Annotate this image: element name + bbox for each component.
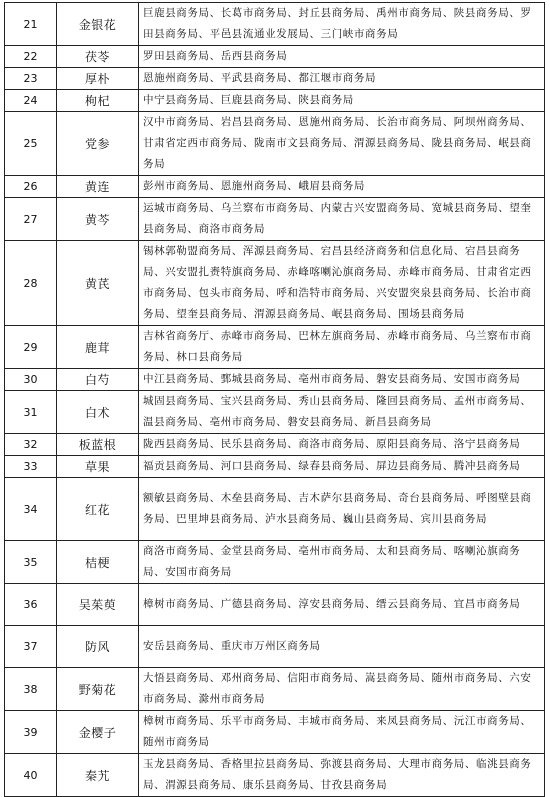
row-number: 29: [5, 326, 57, 369]
responsible-units: 巨鹿县商务局、长葛市商务局、封丘县商务局、禹州市商务局、陕县商务局、罗田县商务局、平邑县流通业发展局、三门峡市商务局: [139, 3, 545, 46]
row-number: 39: [5, 711, 57, 754]
table-row: [5, 46, 545, 68]
row-number: 37: [5, 626, 57, 668]
table-row: [5, 391, 545, 434]
table-row: [5, 3, 545, 46]
table-row: [5, 711, 545, 754]
table-row: [5, 90, 545, 112]
table-row: [5, 434, 545, 456]
responsible-units: 大悟县商务局、邓州商务局、信阳市商务局、嵩县商务局、随州市商务局、六安市商务局、滁州市商务局: [139, 668, 545, 711]
herb-name: 吴茱萸: [57, 584, 139, 626]
herb-name: 野菊花: [57, 668, 139, 711]
table-row: [5, 241, 545, 326]
table-row: [5, 326, 545, 369]
table-row: [5, 112, 545, 176]
row-number: 22: [5, 46, 57, 68]
herb-name: 金樱子: [57, 711, 139, 754]
herb-name: 黄芩: [57, 198, 139, 241]
table-row: [5, 754, 545, 797]
responsible-units: 商洛市商务局、金堂县商务局、亳州市商务局、太和县商务局、喀喇沁旗商务局、安国市商务局: [139, 541, 545, 584]
herb-name: 党参: [57, 112, 139, 176]
row-number: 38: [5, 668, 57, 711]
row-number: 27: [5, 198, 57, 241]
row-number: 23: [5, 68, 57, 90]
herb-name: 桔梗: [57, 541, 139, 584]
table-row: [5, 668, 545, 711]
row-number: 28: [5, 241, 57, 326]
row-number: 25: [5, 112, 57, 176]
herb-name: 草果: [57, 456, 139, 478]
responsible-units: 彭州市商务局、恩施州商务局、峨眉县商务局: [139, 176, 545, 198]
herb-name: 厚朴: [57, 68, 139, 90]
herb-name: 防风: [57, 626, 139, 668]
row-number: 26: [5, 176, 57, 198]
herb-name: 板蓝根: [57, 434, 139, 456]
table-row: [5, 369, 545, 391]
row-number: 33: [5, 456, 57, 478]
row-number: 34: [5, 478, 57, 541]
row-number: 30: [5, 369, 57, 391]
responsible-units: 中宁县商务局、巨鹿县商务局、陕县商务局: [139, 90, 545, 112]
table-row: [5, 198, 545, 241]
responsible-units: 陇西县商务局、民乐县商务局、商洛市商务局、原阳县商务局、洛宁县商务局: [139, 434, 545, 456]
herb-name: 白芍: [57, 369, 139, 391]
herb-name: 金银花: [57, 3, 139, 46]
herb-name: 黄连: [57, 176, 139, 198]
responsible-units: 吉林省商务厅、赤峰市商务局、巴林左旗商务局、赤峰市商务局、乌兰察布市商务局、林口县商务局: [139, 326, 545, 369]
responsible-units: 樟树市商务局、广德县商务局、淳安县商务局、缙云县商务局、宜昌市商务局: [139, 584, 545, 626]
row-number: 31: [5, 391, 57, 434]
responsible-units: 恩施州商务局、平武县商务局、都江堰市商务局: [139, 68, 545, 90]
table-row: [5, 456, 545, 478]
table-row: [5, 541, 545, 584]
responsible-units: 锡林郭勒盟商务局、浑源县商务局、宕昌县经济商务和信息化局、宕昌县商务局、兴安盟扎赉特旗商务局、赤峰喀喇沁旗商务局、赤峰市商务局、甘肃省定西市商务局、包头市商务局、呼和浩特市商务局、兴安盟突泉县商务局、长治市商务局、望奎县商务局、渭源县商务局、岷县商务局、围场县商务局: [139, 241, 545, 326]
responsible-units: 汉中市商务局、岩昌县商务局、恩施州商务局、长治市商务局、阿坝州商务局、甘肃省定西市商务局、陇南市文县商务局、渭源县商务局、陇县商务局、岷县商务局: [139, 112, 545, 176]
responsible-units: 玉龙县商务局、香格里拉县商务局、弥渡县商务局、大理市商务局、临洮县商务局、渭源县商务局、康乐县商务局、甘孜县商务局: [139, 754, 545, 797]
responsible-units: 安岳县商务局、重庆市万州区商务局: [139, 626, 545, 668]
herb-name: 黄芪: [57, 241, 139, 326]
row-number: 24: [5, 90, 57, 112]
row-number: 40: [5, 754, 57, 797]
row-number: 21: [5, 3, 57, 46]
herb-name: 鹿茸: [57, 326, 139, 369]
herb-name: 枸杞: [57, 90, 139, 112]
row-number: 35: [5, 541, 57, 584]
row-number: 36: [5, 584, 57, 626]
table-row: [5, 478, 545, 541]
table-row: [5, 626, 545, 668]
responsible-units: 福贡县商务局、河口县商务局、绿春县商务局、屏边县商务局、腾冲县商务局: [139, 456, 545, 478]
herb-name: 白术: [57, 391, 139, 434]
responsible-units: 罗田县商务局、岳西县商务局: [139, 46, 545, 68]
herb-units-table: [4, 2, 545, 797]
row-number: 32: [5, 434, 57, 456]
herb-name: 秦艽: [57, 754, 139, 797]
table-row: [5, 68, 545, 90]
herb-name: 红花: [57, 478, 139, 541]
table-row: [5, 584, 545, 626]
responsible-units: 中江县商务局、鄄城县商务局、亳州市商务局、磐安县商务局、安国市商务局: [139, 369, 545, 391]
responsible-units: 运城市商务局、乌兰察布市商务局、内蒙古兴安盟商务局、宽城县商务局、望奎县商务局、商洛市商务局: [139, 198, 545, 241]
responsible-units: 樟树市商务局、乐平市商务局、丰城市商务局、来凤县商务局、沅江市商务局、随州市商务局: [139, 711, 545, 754]
responsible-units: 额敏县商务局、木垒县商务局、吉木萨尔县商务局、奇台县商务局、呼图壁县商务局、巴里坤县商务局、泸水县商务局、巍山县商务局、宾川县商务局: [139, 478, 545, 541]
table-body: [5, 3, 545, 797]
herb-name: 茯苓: [57, 46, 139, 68]
table-row: [5, 176, 545, 198]
responsible-units: 城固县商务局、宝兴县商务局、秀山县商务局、隆回县商务局、孟州市商务局、温县商务局、亳州市商务局、磐安县商务局、新昌县商务局: [139, 391, 545, 434]
